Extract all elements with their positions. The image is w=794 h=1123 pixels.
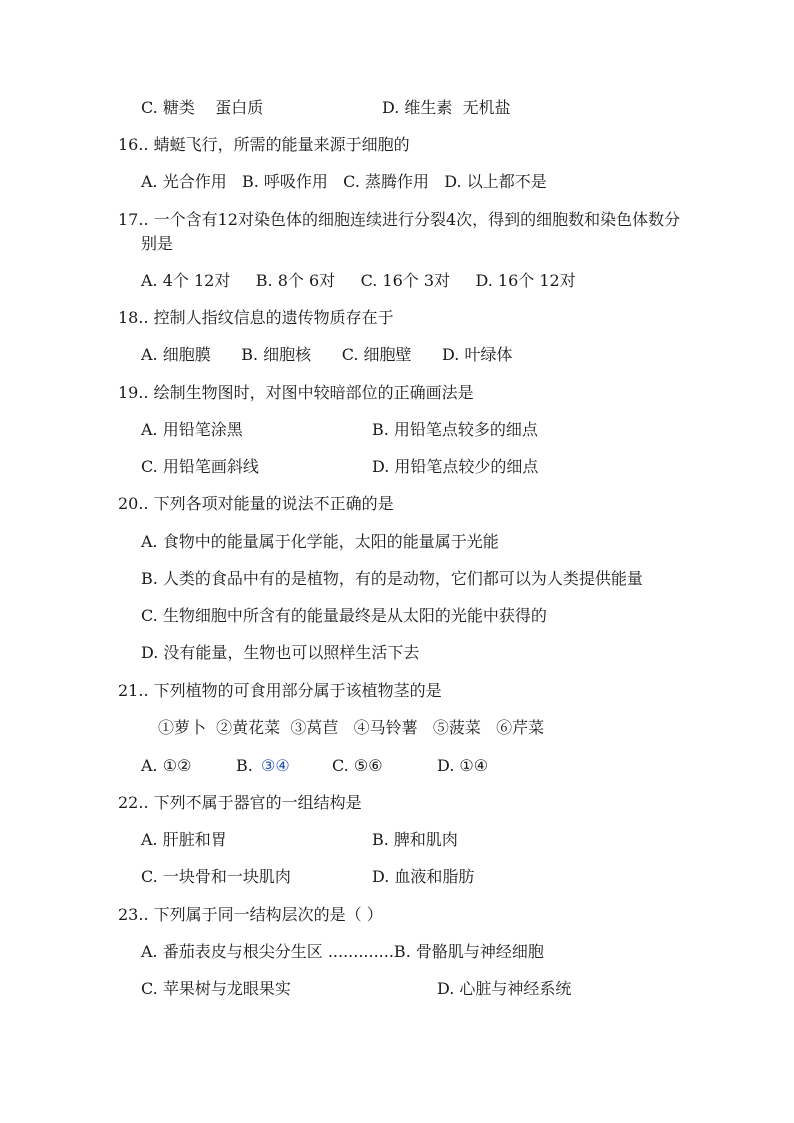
text-line: 20.. 下列各项对能量的说法不正确的是 [118,494,394,513]
text-line: D. 维生素 无机盐 [382,98,511,117]
text-line: D. 没有能量，生物也可以照样生活下去 [141,643,420,662]
text-line: B. [236,756,258,775]
text-line: 16.. 蜻蜓飞行，所需的能量来源于细胞的 [118,135,410,154]
text-line: D. ①④ [437,756,489,775]
text-line: A. 光合作用 B. 呼吸作用 C. 蒸腾作用 D. 以上都不是 [141,172,547,191]
text-line: B. 脾和肌肉 [372,830,458,849]
text-line: C. 用铅笔画斜线 [141,457,259,476]
text-line: C. 一块骨和一块肌肉 [141,867,291,886]
text-line: A. 番茄表皮与根尖分生区 .............B. 骨骼肌与神经细胞 [141,942,544,961]
text-line: 18.. 控制人指纹信息的遗传物质存在于 [118,308,394,327]
text-line: A. 4个 12对 B. 8个 6对 C. 16个 3对 D. 16个 12对 [141,271,576,290]
text-line: D. 血液和脂肪 [372,867,475,886]
text-line: B. 用铅笔点较多的细点 [372,420,538,439]
text-line: C. 苹果树与龙眼果实 [141,979,291,998]
text-line: A. ①② [141,756,192,775]
text-line: A. 肝脏和胃 [141,830,227,849]
text-line: 21.. 下列植物的可食用部分属于该植物茎的是 [118,681,442,700]
text-line: 23.. 下列属于同一结构层次的是（ ） [118,905,383,924]
text-line: D. 心脏与神经系统 [437,979,572,998]
text-line: A. 用铅笔涂黑 [141,420,243,439]
text-line: C. 糖类 蛋白质 [141,98,264,117]
text-line: A. 细胞膜 B. 细胞核 C. 细胞壁 D. 叶绿体 [141,345,513,364]
text-line: D. 用铅笔点较少的细点 [372,457,539,476]
text-line: 22.. 下列不属于器官的一组结构是 [118,793,362,812]
text-line: 17.. 一个含有12对染色体的细胞连续进行分裂4次，得到的细胞数和染色体数分 [118,210,681,229]
text-line: B. 人类的食品中有的是植物，有的是动物，它们都可以为人类提供能量 [141,569,643,588]
text-line: ①萝卜 ②黄花菜 ③莴苣 ④马铃薯 ⑤菠菜 ⑥芹菜 [158,718,545,737]
text-line: A. 食物中的能量属于化学能，太阳的能量属于光能 [141,532,499,551]
text-line: C. ⑤⑥ [332,756,383,775]
text-line: 19.. 绘制生物图时，对图中较暗部位的正确画法是 [118,383,474,402]
text-line: 别是 [141,234,174,253]
text-line: C. 生物细胞中所含有的能量最终是从太阳的光能中获得的 [141,606,547,625]
text-line: ③④ [261,756,290,775]
